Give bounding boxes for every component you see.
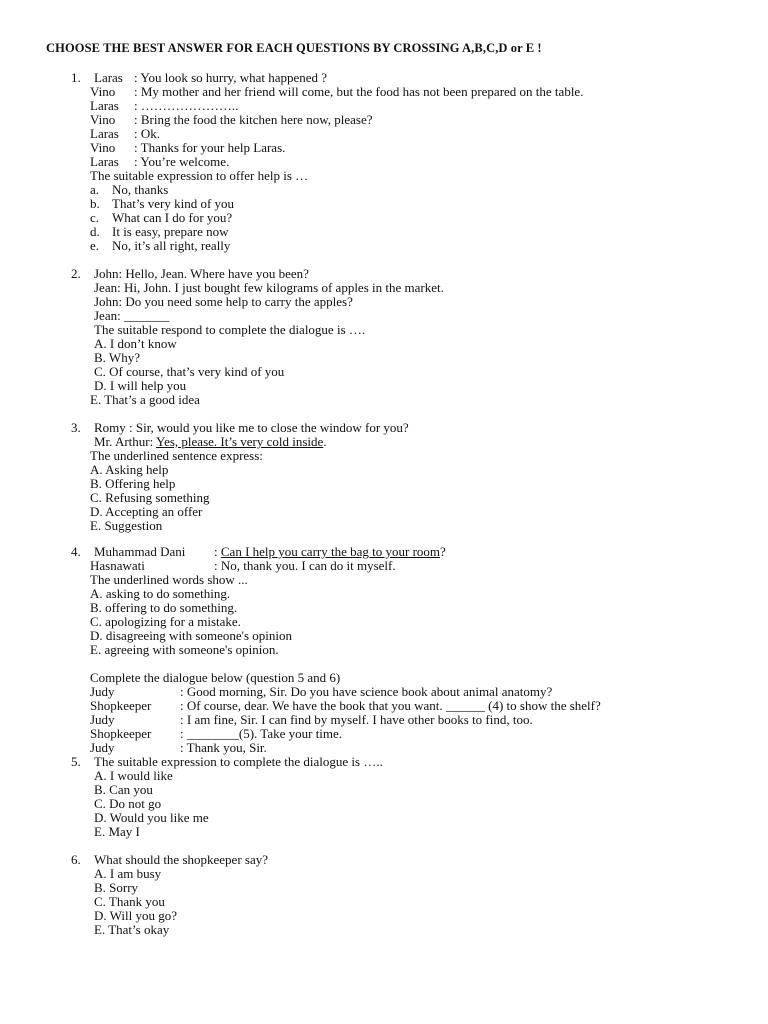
dialogue-line: : My mother and her friend will come, but the food has not been prepared on the table. [134, 84, 584, 99]
answer-option[interactable]: D. Accepting an offer [90, 504, 203, 519]
speaker: Muhammad Dani [94, 544, 186, 559]
speaker: Judy [90, 740, 115, 755]
dialogue-line: : Thank you, Sir. [180, 740, 267, 755]
speaker: Laras [94, 70, 123, 85]
dialogue-line: : No, thank you. I can do it myself. [214, 558, 396, 573]
question-number: 6. [71, 852, 81, 867]
question-number: 5. [71, 754, 81, 769]
answer-option[interactable]: C. apologizing for a mistake. [90, 614, 241, 629]
speaker: Vino [90, 84, 116, 99]
answer-option[interactable]: A. I don’t know [94, 336, 177, 351]
answer-option[interactable]: E. That’s a good idea [90, 392, 200, 407]
option-letter: b. [90, 196, 100, 211]
underlined-sentence: Yes, please. It’s very cold inside [156, 434, 324, 449]
question-prompt: The underlined words show ... [90, 572, 248, 587]
answer-option[interactable]: E. May I [94, 824, 140, 839]
speaker: Shopkeeper [90, 698, 152, 713]
speaker: Mr. Arthur: [94, 434, 156, 449]
answer-option[interactable]: C. Do not go [94, 796, 162, 811]
dialogue-line: John: Hello, Jean. Where have you been? [94, 266, 309, 281]
option-letter: c. [90, 210, 100, 225]
option-letter: a. [90, 182, 100, 197]
answer-option[interactable]: E. agreeing with someone's opinion. [90, 642, 279, 657]
option-letter: d. [90, 224, 100, 239]
answer-option[interactable]: D. I will help you [94, 378, 187, 393]
dialogue-line: Jean: Hi, John. I just bought few kilograms of apples in the market. [94, 280, 444, 295]
underlined-sentence: Can I help you carry the bag to your room [220, 544, 441, 559]
dialogue-line: : ________(5). Take your time. [180, 726, 343, 741]
dialogue-line [214, 545, 446, 559]
question-prompt: The underlined sentence express: [90, 448, 263, 463]
answer-option[interactable]: No, thanks [112, 182, 169, 197]
question-prompt: The suitable expression to offer help is … [90, 168, 309, 183]
dialogue-line: : Thanks for your help Laras. [134, 140, 286, 155]
answer-option[interactable]: B. offering to do something. [90, 600, 238, 615]
answer-option[interactable]: B. Can you [94, 782, 153, 797]
question-number: 2. [71, 266, 81, 281]
dialogue-line: : Good morning, Sir. Do you have science book about animal anatomy? [180, 684, 553, 699]
answer-option[interactable]: B. Sorry [94, 880, 139, 895]
option-letter: e. [90, 238, 100, 253]
dialogue-line: : You look so hurry, what happened ? [134, 70, 328, 85]
answer-option[interactable]: D. Will you go? [94, 908, 178, 923]
speaker: Laras [90, 98, 119, 113]
dialogue-line: John: Do you need some help to carry the apples? [94, 294, 353, 309]
dialogue-line: Jean: _______ [94, 308, 170, 323]
answer-option[interactable]: What can I do for you? [112, 210, 233, 225]
dialogue-line [94, 435, 327, 449]
dialogue-line: : Bring the food the kitchen here now, please? [134, 112, 373, 127]
answer-option[interactable]: A. I am busy [94, 866, 162, 881]
speaker: Laras [90, 154, 119, 169]
dialogue-line: : Of course, dear. We have the book that you want. ______ (4) to show the shelf? [180, 698, 601, 713]
speaker: Vino [90, 140, 116, 155]
answer-option[interactable]: E. That’s okay [94, 922, 170, 937]
answer-option[interactable]: No, it’s all right, really [112, 238, 231, 253]
dialogue-intro: Complete the dialogue below (question 5 and 6) [90, 670, 341, 685]
dialogue-line: : Ok. [134, 126, 160, 141]
question-number: 1. [71, 70, 81, 85]
answer-option[interactable]: D. Would you like me [94, 810, 209, 825]
question-number: 3. [71, 420, 81, 435]
question-number: 4. [71, 544, 81, 559]
answer-option[interactable]: A. Asking help [90, 462, 169, 477]
dialogue-line: : You’re welcome. [134, 154, 230, 169]
answer-option[interactable]: B. Offering help [90, 476, 176, 491]
colon: : [214, 544, 218, 559]
worksheet-heading: CHOOSE THE BEST ANSWER FOR EACH QUESTIONS BY CROSSING A,B,C,D or E ! [46, 41, 542, 55]
answer-option[interactable]: D. disagreeing with someone's opinion [90, 628, 293, 643]
answer-option[interactable]: It is easy, prepare now [112, 224, 229, 239]
sentence-end: ? [440, 544, 446, 559]
speaker: Judy [90, 684, 115, 699]
answer-option[interactable]: A. asking to do something. [90, 586, 231, 601]
answer-option[interactable]: C. Thank you [94, 894, 165, 909]
question-prompt: What should the shopkeeper say? [94, 852, 269, 867]
speaker: Judy [90, 712, 115, 727]
question-prompt: The suitable expression to complete the dialogue is ….. [94, 754, 383, 769]
speaker: Vino [90, 112, 116, 127]
dialogue-line: : I am fine, Sir. I can find by myself. I have other books to find, too. [180, 712, 533, 727]
answer-option[interactable]: A. I would like [94, 768, 173, 783]
answer-option[interactable]: B. Why? [94, 350, 140, 365]
answer-option[interactable]: C. Refusing something [90, 490, 210, 505]
speaker: Shopkeeper [90, 726, 152, 741]
dialogue-line: Romy : Sir, would you like me to close the window for you? [94, 420, 409, 435]
speaker: Hasnawati [90, 558, 145, 573]
dialogue-line: : ………………….. [134, 98, 239, 113]
speaker: Laras [90, 126, 119, 141]
answer-option[interactable]: C. Of course, that’s very kind of you [94, 364, 285, 379]
answer-option[interactable]: E. Suggestion [90, 518, 163, 533]
question-prompt: The suitable respond to complete the dialogue is …. [94, 322, 366, 337]
sentence-end: . [323, 434, 327, 449]
answer-option[interactable]: That’s very kind of you [112, 196, 235, 211]
